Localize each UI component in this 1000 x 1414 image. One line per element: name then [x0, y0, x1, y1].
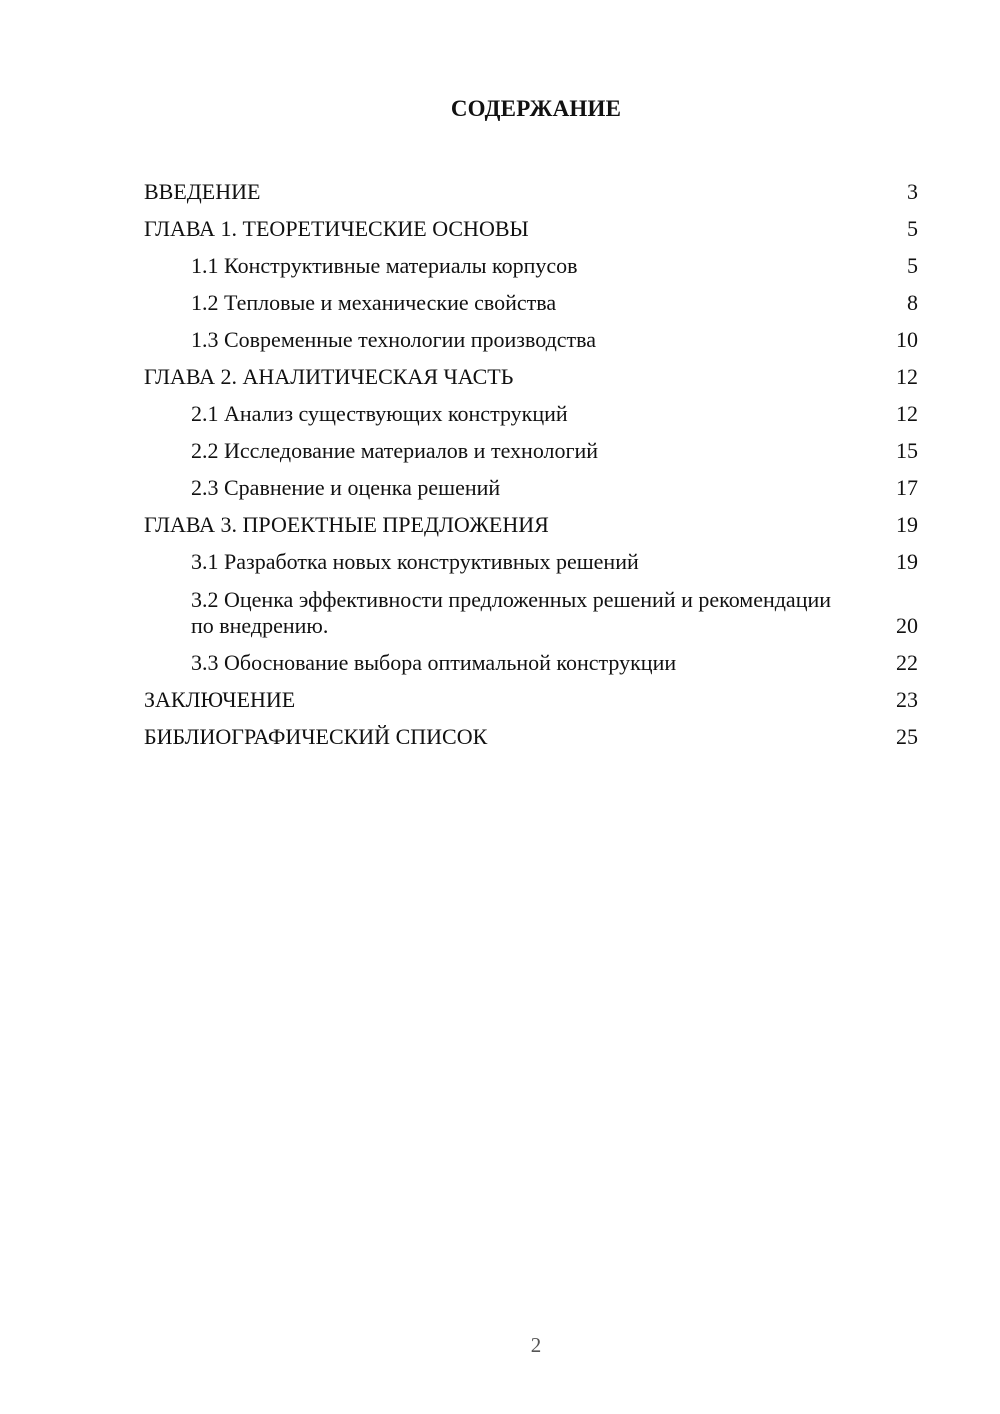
toc-entry-page: 20	[896, 613, 918, 638]
toc-entry-page: 25	[896, 724, 918, 749]
table-of-contents	[144, 168, 918, 750]
toc-entry	[144, 427, 918, 464]
toc-entry-page: 5	[907, 216, 918, 241]
toc-entry	[144, 316, 918, 353]
toc-entry	[144, 390, 918, 427]
toc-entry	[144, 501, 918, 538]
toc-entry-label: 1.1 Конструктивные материалы корпусов	[191, 253, 578, 278]
toc-entry-page: 15	[896, 438, 918, 463]
toc-entry-label: БИБЛИОГРАФИЧЕСКИЙ СПИСОК	[144, 724, 488, 749]
toc-entry-label: ГЛАВА 2. АНАЛИТИЧЕСКАЯ ЧАСТЬ	[144, 364, 514, 389]
toc-entry-page: 22	[896, 650, 918, 675]
toc-entry-page: 23	[896, 687, 918, 712]
toc-entry-label: ГЛАВА 1. ТЕОРЕТИЧЕСКИЕ ОСНОВЫ	[144, 216, 529, 241]
toc-entry-page: 8	[907, 290, 918, 315]
toc-entry	[144, 713, 918, 750]
toc-entry-page: 10	[896, 327, 918, 352]
toc-entry-label: 2.3 Сравнение и оценка решений	[191, 475, 501, 500]
toc-entry	[144, 353, 918, 390]
toc-entry-label: 3.2 Оценка эффективности предложенных решений и рекомендации по внедрению.	[191, 587, 832, 638]
toc-entry-page: 12	[896, 364, 918, 389]
toc-entry-label: 2.1 Анализ существующих конструкций	[191, 401, 568, 426]
toc-entry	[144, 639, 918, 676]
toc-entry-label: ГЛАВА 3. ПРОЕКТНЫЕ ПРЕДЛОЖЕНИЯ	[144, 512, 549, 537]
toc-entry	[144, 575, 918, 639]
toc-entry-page: 5	[907, 253, 918, 278]
toc-entry-page: 19	[896, 512, 918, 537]
toc-entry-label: ВВЕДЕНИЕ	[144, 179, 261, 204]
toc-entry	[144, 464, 918, 501]
toc-title: СОДЕРЖАНИЕ	[450, 96, 622, 121]
toc-entry-label: ЗАКЛЮЧЕНИЕ	[144, 687, 296, 712]
toc-entry	[144, 168, 918, 205]
page-number: 2	[530, 1333, 542, 1357]
toc-entry	[144, 676, 918, 713]
toc-entry	[144, 242, 918, 279]
toc-entry-label: 1.3 Современные технологии производства	[191, 327, 597, 352]
toc-entry-page: 19	[896, 549, 918, 574]
toc-entry-page: 17	[896, 475, 918, 500]
toc-entry	[144, 205, 918, 242]
toc-entry-page: 12	[896, 401, 918, 426]
toc-entry-label: 3.3 Обоснование выбора оптимальной конструкции	[191, 650, 677, 675]
toc-entry-page: 3	[907, 179, 918, 204]
toc-entry-label: 2.2 Исследование материалов и технологий	[191, 438, 599, 463]
toc-entry-label: 1.2 Тепловые и механические свойства	[191, 290, 557, 315]
toc-entry-label: 3.1 Разработка новых конструктивных решений	[191, 549, 639, 574]
toc-entry	[144, 538, 918, 575]
toc-entry	[144, 279, 918, 316]
